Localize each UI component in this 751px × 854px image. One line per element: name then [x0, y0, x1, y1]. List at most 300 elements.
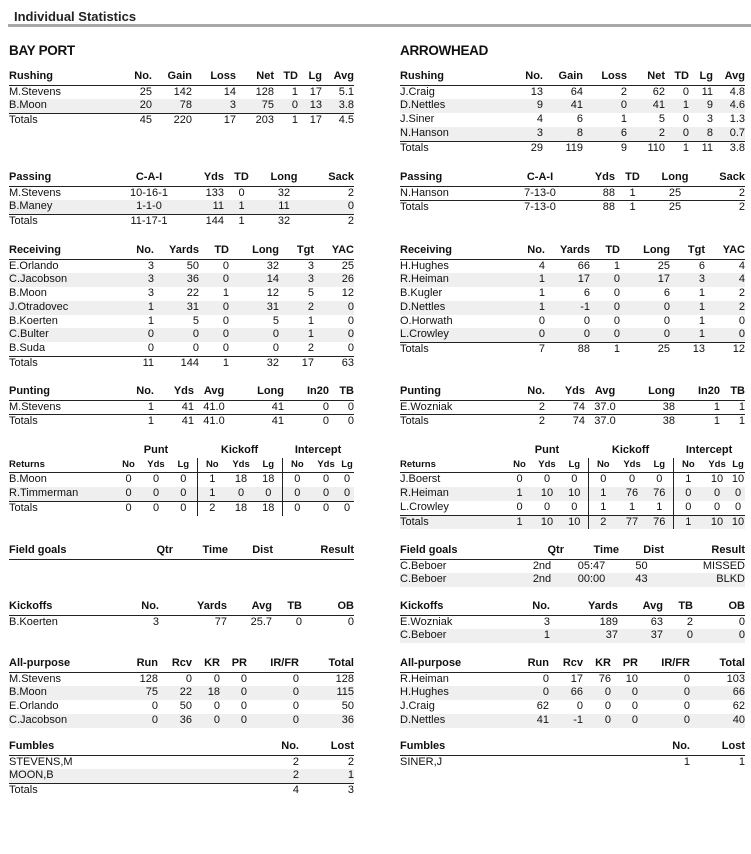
header-row [400, 385, 745, 400]
all-purpose-section [400, 657, 745, 728]
stat-value: 2 [347, 755, 354, 768]
player-name: B.Moon [9, 686, 124, 700]
stat-value: 5 [658, 113, 665, 126]
column-header: OB [693, 600, 745, 615]
stat-value: 1 [588, 501, 618, 515]
stat-value: 0 [620, 328, 670, 342]
stat-value: 76 [618, 487, 646, 501]
column-header: Result [273, 544, 354, 559]
table-row [9, 342, 354, 356]
stat-value: 76 [598, 672, 611, 685]
stat-value: 0 [542, 672, 549, 685]
stat-value: 10-16-1 [130, 186, 168, 199]
stat-value: 3 [147, 259, 154, 272]
header-row [9, 244, 354, 259]
stat-value: 220 [152, 114, 192, 128]
kickoffs-table [400, 600, 745, 643]
table-row [9, 400, 354, 415]
player-name: B.Koerten [9, 314, 58, 327]
stat-value: 1 [506, 515, 533, 529]
header-row [400, 70, 745, 85]
stat-value: 36 [299, 714, 354, 728]
stat-value: 6 [576, 113, 583, 126]
stat-value: 5.1 [338, 85, 354, 98]
column-header: No [197, 458, 227, 473]
stat-value: 10 [703, 515, 731, 529]
all-purpose-table [9, 657, 354, 728]
returns-group-header: Punt [143, 444, 169, 456]
stat-value: 0 [713, 500, 721, 513]
stat-value: 0 [312, 501, 340, 515]
receiving-table [400, 244, 745, 357]
column-header: Time [173, 544, 228, 559]
player-name: C.Bulter [9, 328, 119, 342]
column-header: TD [274, 70, 298, 85]
stat-value: MISSED [702, 559, 745, 572]
stat-value: 0 [683, 672, 690, 685]
column-header: No [506, 458, 533, 473]
stat-value: 3 [119, 273, 154, 287]
stat-value: 17 [620, 273, 670, 287]
stat-value: 4.8 [729, 85, 745, 98]
player-name: J.Siner [400, 113, 435, 126]
column-header: No. [117, 70, 152, 85]
table-row [400, 259, 745, 273]
column-header: C-A-I [119, 171, 179, 186]
column-header: TD [665, 70, 689, 85]
player-name: R.Heiman [400, 273, 510, 287]
column-header: Yards [545, 244, 590, 259]
punting-section [400, 385, 745, 429]
stat-value: 1 [147, 400, 154, 413]
stat-value: 1-1-0 [119, 200, 179, 214]
stat-value: 74 [545, 415, 585, 429]
player-name: M.Stevens [9, 672, 61, 685]
player-name: B.Maney [9, 200, 119, 214]
column-header: Long [234, 385, 284, 400]
stat-value: 4 [536, 113, 543, 126]
stat-value: 22 [186, 287, 199, 300]
column-header: Dist [228, 544, 273, 559]
stat-value: 0 [282, 501, 312, 515]
column-header: Rushing [9, 70, 117, 85]
stat-value: 0 [170, 501, 197, 515]
stat-value: 2 [738, 287, 745, 300]
header-row [400, 600, 745, 615]
stat-value: 0 [738, 314, 745, 327]
returns-table [400, 444, 745, 529]
all-purpose-section [9, 657, 354, 728]
table-row [9, 315, 354, 329]
player-name: L.Crowley [400, 328, 510, 342]
kickoffs-section [9, 600, 354, 629]
table-row [9, 273, 354, 287]
column-header: Gain [543, 70, 583, 85]
table-row [9, 473, 354, 487]
stat-value: 1 [698, 287, 705, 300]
stat-value: 8 [689, 127, 713, 141]
column-header: TD [224, 171, 259, 186]
column-header: Punting [400, 385, 510, 400]
stat-value: 1 [588, 487, 618, 501]
player-name: C.Beboer [400, 573, 520, 587]
stat-value: 63 [314, 356, 354, 370]
stat-value: 1 [683, 755, 690, 768]
stat-value: 0 [340, 487, 354, 501]
field-goals-section [9, 544, 354, 560]
stat-value: 1 [119, 301, 154, 315]
stat-value: 11 [119, 356, 154, 370]
column-header: Yds [312, 458, 340, 473]
stat-value: 0 [631, 700, 638, 713]
header-row [9, 600, 354, 615]
stat-value: 41 [234, 415, 284, 429]
stat-value: 128 [335, 672, 354, 685]
player-name: Totals [400, 415, 510, 429]
table-row [9, 328, 354, 342]
stat-value: 17 [298, 114, 322, 128]
table-row [400, 113, 745, 127]
column-header: Passing [400, 171, 510, 186]
stat-value: 0 [170, 487, 197, 501]
column-header: KR [583, 657, 611, 672]
column-header: Run [515, 657, 549, 672]
stat-value: 0 [124, 714, 158, 728]
stat-value: 17 [309, 85, 322, 98]
column-header: TB [272, 600, 302, 615]
stat-value: 0 [343, 473, 351, 486]
column-header: Loss [192, 70, 236, 85]
player-name: N.Hanson [400, 186, 449, 199]
totals-row [400, 515, 745, 529]
column-header: Result [664, 544, 745, 559]
stat-value: 11 [179, 200, 224, 214]
column-header: Long [229, 244, 279, 259]
stat-value: 0.7 [713, 127, 745, 141]
column-header: All-purpose [9, 657, 124, 672]
returns-section [9, 444, 354, 516]
stat-value: 1 [510, 629, 550, 643]
stat-value: 1 [224, 215, 259, 229]
table-row [9, 672, 354, 686]
column-header: Avg [322, 70, 354, 85]
stat-value: 2 [347, 186, 354, 199]
table-row [400, 615, 745, 629]
column-header: All-purpose [400, 657, 515, 672]
player-name: B.Moon [9, 287, 47, 300]
player-name: E.Wozniak [400, 615, 453, 628]
stat-value: 77 [618, 515, 646, 529]
player-name: D.Nettles [400, 714, 515, 728]
column-header: No. [510, 244, 545, 259]
table-row [9, 287, 354, 301]
stat-value: 0 [347, 314, 354, 327]
table-row [9, 686, 354, 700]
player-name: M.Stevens [9, 400, 61, 413]
column-header: No. [510, 385, 545, 400]
stat-value: 0 [213, 672, 220, 685]
table-row [9, 301, 354, 315]
column-header: Dist [619, 544, 664, 559]
returns-group-header: Intercept [685, 444, 733, 456]
stat-value: 1 [147, 314, 154, 327]
stat-value: 2 [510, 415, 545, 429]
stat-value: 0 [199, 328, 229, 342]
table-row [9, 200, 354, 214]
column-header: PR [611, 657, 638, 672]
column-header: IR/FR [247, 657, 299, 672]
player-name: Totals [9, 784, 244, 798]
player-name: Totals [400, 342, 510, 356]
column-header: Time [564, 544, 619, 559]
stat-value: 0 [247, 714, 299, 728]
stat-value: 25 [650, 201, 700, 215]
stat-value: 4.5 [322, 114, 354, 128]
column-header: Fumbles [400, 740, 635, 755]
column-header: Punting [9, 385, 119, 400]
stat-value: 62 [732, 700, 745, 713]
stat-value: 10 [731, 515, 745, 528]
stat-value: 41 [515, 714, 549, 728]
player-name: D.Nettles [400, 301, 510, 315]
stat-value: 62 [536, 700, 549, 713]
stat-value: 12 [341, 287, 354, 300]
stat-value: 78 [152, 99, 192, 113]
stat-value: 1 [713, 400, 720, 413]
header-row [400, 458, 745, 473]
stat-value: 2 [292, 755, 299, 768]
stat-value: 32 [259, 215, 309, 229]
stat-value: 0 [312, 487, 340, 501]
stat-value: 1 [670, 301, 705, 315]
column-header: Net [627, 70, 665, 85]
column-header: Avg [194, 385, 234, 400]
table-row [400, 672, 745, 686]
stat-value: 1 [506, 487, 533, 501]
player-name: J.Craig [400, 700, 435, 713]
returns-group-header: Punt [534, 444, 560, 456]
stat-value: 17 [545, 273, 590, 287]
table-row [9, 714, 354, 728]
stat-value: 0 [583, 686, 611, 700]
player-name: Totals [400, 141, 508, 155]
stat-value: 1 [222, 287, 229, 300]
stat-value: 7 [510, 342, 545, 356]
header-row [9, 657, 354, 672]
stat-value: 4.6 [713, 99, 745, 113]
stat-value: 76 [646, 487, 673, 501]
stat-value: 1 [538, 287, 545, 300]
header-row [9, 70, 354, 85]
stat-value: 2 [686, 615, 693, 628]
punting-table [9, 385, 354, 429]
stat-value: 0 [515, 686, 549, 700]
stat-value: 20 [117, 99, 152, 113]
column-header: Avg [227, 600, 272, 615]
stat-value: 18 [227, 501, 255, 515]
column-header: No. [119, 600, 159, 615]
column-header: Net [236, 70, 274, 85]
player-name: J.Boerst [400, 473, 441, 486]
column-header: Yds [533, 458, 561, 473]
stat-value: 0 [292, 700, 299, 713]
stat-value: 0 [125, 473, 132, 486]
totals-row [400, 415, 745, 429]
stat-value: 110 [627, 141, 665, 155]
stat-value: 0 [272, 341, 279, 354]
column-header: No [282, 458, 312, 473]
stat-value: 1 [279, 328, 314, 342]
stat-value: 18 [192, 686, 220, 700]
stat-value: 11-17-1 [119, 215, 179, 229]
player-name: B.Kugler [400, 287, 443, 300]
column-header: No. [244, 740, 299, 755]
stat-value: 4 [738, 259, 745, 272]
stat-value: 29 [508, 141, 543, 155]
stat-value: 0 [199, 273, 229, 287]
stat-value: 0 [322, 400, 329, 413]
column-header: Avg [585, 385, 625, 400]
stat-value: 45 [117, 114, 152, 128]
stat-value: 0 [142, 487, 170, 501]
column-header: In20 [284, 385, 329, 400]
column-header: Lost [690, 740, 745, 755]
column-header: Receiving [9, 244, 119, 259]
table-row [9, 615, 354, 629]
player-name: R.Heiman [400, 487, 506, 501]
stat-value: 5 [307, 287, 314, 300]
stat-value: BLKD [664, 573, 745, 587]
stat-value: 5 [192, 314, 199, 327]
stat-value: 1.3 [729, 113, 745, 126]
column-header: No. [508, 70, 543, 85]
table-row [400, 287, 745, 301]
stat-value: 41 [154, 415, 194, 429]
column-header: C-A-I [510, 171, 570, 186]
header-row [9, 458, 354, 473]
stat-value: 14 [223, 85, 236, 98]
returns-group-header: Kickoff [611, 444, 650, 456]
table-row [400, 573, 745, 587]
stat-value: 2 [620, 85, 627, 98]
punting-table [400, 385, 745, 429]
column-header: Yds [154, 385, 194, 400]
column-header: Rcv [549, 657, 583, 672]
stat-value: 1 [720, 415, 745, 429]
column-header: No [115, 458, 142, 473]
stat-value: 32 [277, 186, 291, 199]
stat-value: 7-13-0 [524, 186, 556, 199]
stat-value: 3 [279, 273, 314, 287]
stat-value: 0 [292, 672, 299, 685]
stat-value: 0 [604, 700, 611, 713]
stat-value: 10 [731, 473, 745, 486]
header-row [400, 657, 745, 672]
stat-value: 0 [222, 259, 229, 272]
stat-value: 25.7 [250, 615, 272, 628]
totals-row [9, 501, 354, 515]
stat-value: 203 [236, 114, 274, 128]
column-header: Lg [731, 458, 745, 473]
stat-value: 0 [731, 487, 745, 501]
stat-value: 0 [683, 700, 690, 713]
player-name: B.Moon [9, 99, 117, 113]
stat-value: 0 [620, 301, 670, 315]
table-row [9, 186, 354, 200]
stat-value: 0 [115, 487, 142, 501]
stat-value: 1 [698, 314, 705, 327]
passing-table [9, 171, 354, 229]
stat-value: 1 [620, 113, 627, 126]
stat-value: 0 [682, 113, 689, 126]
stat-value: 13 [530, 85, 543, 98]
field-goals-table [9, 544, 354, 560]
stat-value: 0 [220, 714, 247, 728]
column-header: KR [192, 657, 220, 672]
stat-value: 0 [152, 473, 160, 486]
stat-value: 4 [244, 784, 299, 798]
stat-value: 0 [611, 714, 638, 728]
fumbles-table [9, 740, 354, 798]
stat-value: 0 [213, 700, 220, 713]
stat-value: 142 [173, 85, 192, 98]
stat-value: 1 [675, 415, 720, 429]
stat-value: 9 [508, 99, 543, 113]
column-header: TD [590, 244, 620, 259]
column-header: Tgt [279, 244, 314, 259]
table-row [9, 487, 354, 501]
receiving-section [400, 244, 745, 357]
returns-section [400, 444, 745, 529]
header-row [9, 385, 354, 400]
column-header: IR/FR [638, 657, 690, 672]
stat-value: 50 [186, 259, 199, 272]
column-header: Yds [142, 458, 170, 473]
column-header: OB [302, 600, 354, 615]
stat-value: 1 [615, 201, 650, 215]
player-name: STEVENS,M [9, 755, 73, 768]
player-name: N.Hanson [400, 127, 508, 141]
stat-value: 2 [279, 301, 314, 315]
table-row [400, 755, 745, 769]
stat-value: 6 [583, 127, 627, 141]
stat-value: 41 [181, 400, 194, 413]
totals-row [9, 215, 354, 229]
rushing-table [9, 70, 354, 128]
stat-value: 31 [154, 301, 199, 315]
player-name: J.Craig [400, 85, 435, 98]
rushing-table [400, 70, 745, 155]
column-header: YAC [705, 244, 745, 259]
all-purpose-table [400, 657, 745, 728]
stat-value: 0 [240, 700, 247, 713]
stat-value: 0 [538, 314, 545, 327]
stat-value: 10 [561, 487, 588, 501]
stat-value: 17 [570, 672, 583, 685]
team-name: ARROWHEAD [400, 43, 489, 58]
column-header: PR [220, 657, 247, 672]
stat-value: 6 [663, 287, 670, 300]
stat-value: 11 [259, 200, 309, 214]
column-header: Yards [154, 244, 199, 259]
stat-value: 50 [179, 700, 192, 713]
stat-value: 13 [298, 99, 322, 113]
stat-value: 0 [516, 473, 523, 486]
stat-value: 1 [590, 342, 620, 356]
stat-value: 2nd [532, 559, 552, 572]
player-name: O.Horwath [400, 314, 453, 327]
totals-row [9, 114, 354, 128]
